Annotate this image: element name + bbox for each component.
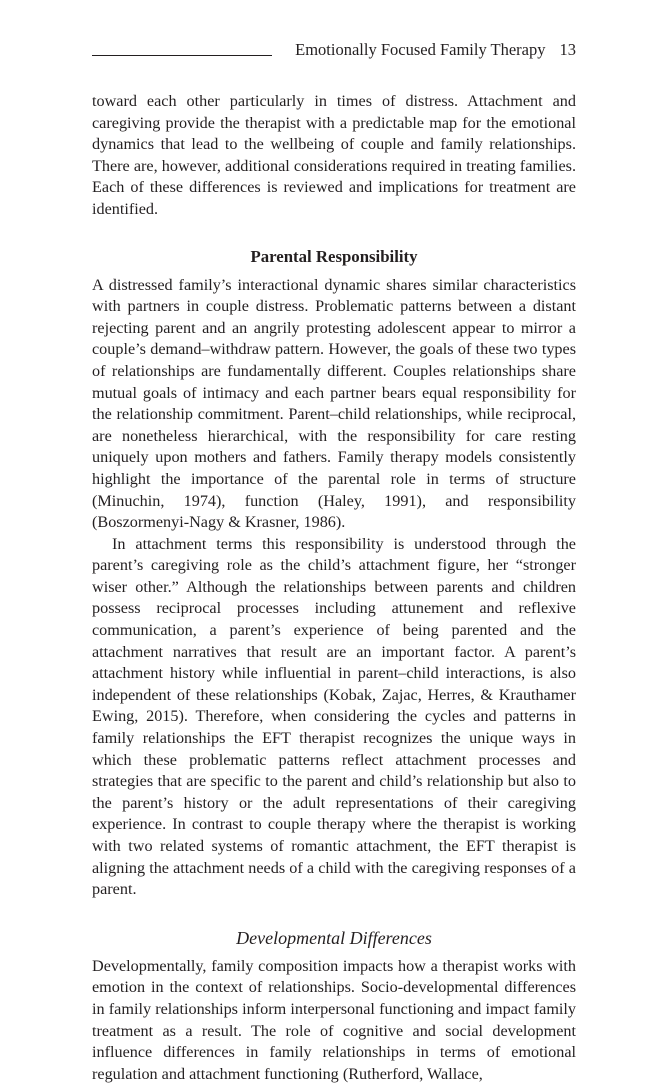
section-heading-parental-responsibility: Parental Responsibility xyxy=(250,246,418,266)
page-body xyxy=(92,91,576,1085)
running-head-text xyxy=(295,38,576,62)
section-heading-developmental-differences: Developmental Differences xyxy=(236,927,432,948)
paragraph-developmental: Developmentally, family composition impacts how a therapist works with emotion in the context of relationships. Socio-developmental differences in family relationships inform interpersonal functioning and impact family treatment as a result. The role of cognitive and social development influence differences in family relationships in terms of emotional regulation and attachment functioning (Rutherford, Wallace, xyxy=(92,956,576,1083)
running-head xyxy=(92,38,576,62)
paragraph-intro-continued: toward each other particularly in times of distress. Attachment and caregiving provide the therapist with a predictable map for the emotional dynamics that lead to the wellbeing of couple and family relationships. There are, however, additional considerations required in treating families. Each of these differences is reviewed and implications for treatment are identified. xyxy=(92,92,576,218)
paragraph-parental-responsibility: A distressed family’s interactional dynamic shares similar characteristics with partners in couple distress. Problematic patterns between a distant rejecting parent and an angrily protesting adolescent appear to mirror a couple’s demand–withdraw pattern. However, the goals of these two types of relationships are fundamentally different. Couples relationships share mutual goals of intimacy and each partner bears equal responsibility for the relationship commitment. Parent–child relationships, while reciprocal, are nonetheless hierarchical, with the responsibility for care resting uniquely upon mothers and fathers. Family therapy models consistently highlight the importance of the parental role in terms of structure (Minuchin, 1974), function (Haley, 1991), and responsibility (Boszormenyi-Nagy & Krasner, 1986). xyxy=(92,275,576,532)
page-number: 13 xyxy=(559,40,576,59)
running-head-title: Emotionally Focused Family Therapy xyxy=(295,40,546,59)
running-head-rule xyxy=(92,55,272,56)
paragraph-attachment-terms: In attachment terms this responsibility is understood through the parent’s caregiving role as the child’s attachment figure, her “stronger wiser other.” Although the relationships between parents and children possess reciprocal processes including attunement and reflexive communication, a parent’s experience of being parented and the attachment narratives that result are an important factor. A parent’s attachment history while influential in parent–child interactions, is also independent of these relationships (Kobak, Zajac, Herres, & Krauthamer Ewing, 2015). Therefore, when considering the cycles and patterns in family relationships the EFT therapist recognizes the unique ways in which these problematic patterns reflect attachment processes and strategies that are specific to the parent and child’s relationship but also to the parent’s history or the adult representations of their caregiving experience. In contrast to couple therapy where the therapist is working with two related systems of romantic attachment, the EFT therapist is aligning the attachment needs of a child with the caregiving responses of a parent. xyxy=(92,534,576,899)
